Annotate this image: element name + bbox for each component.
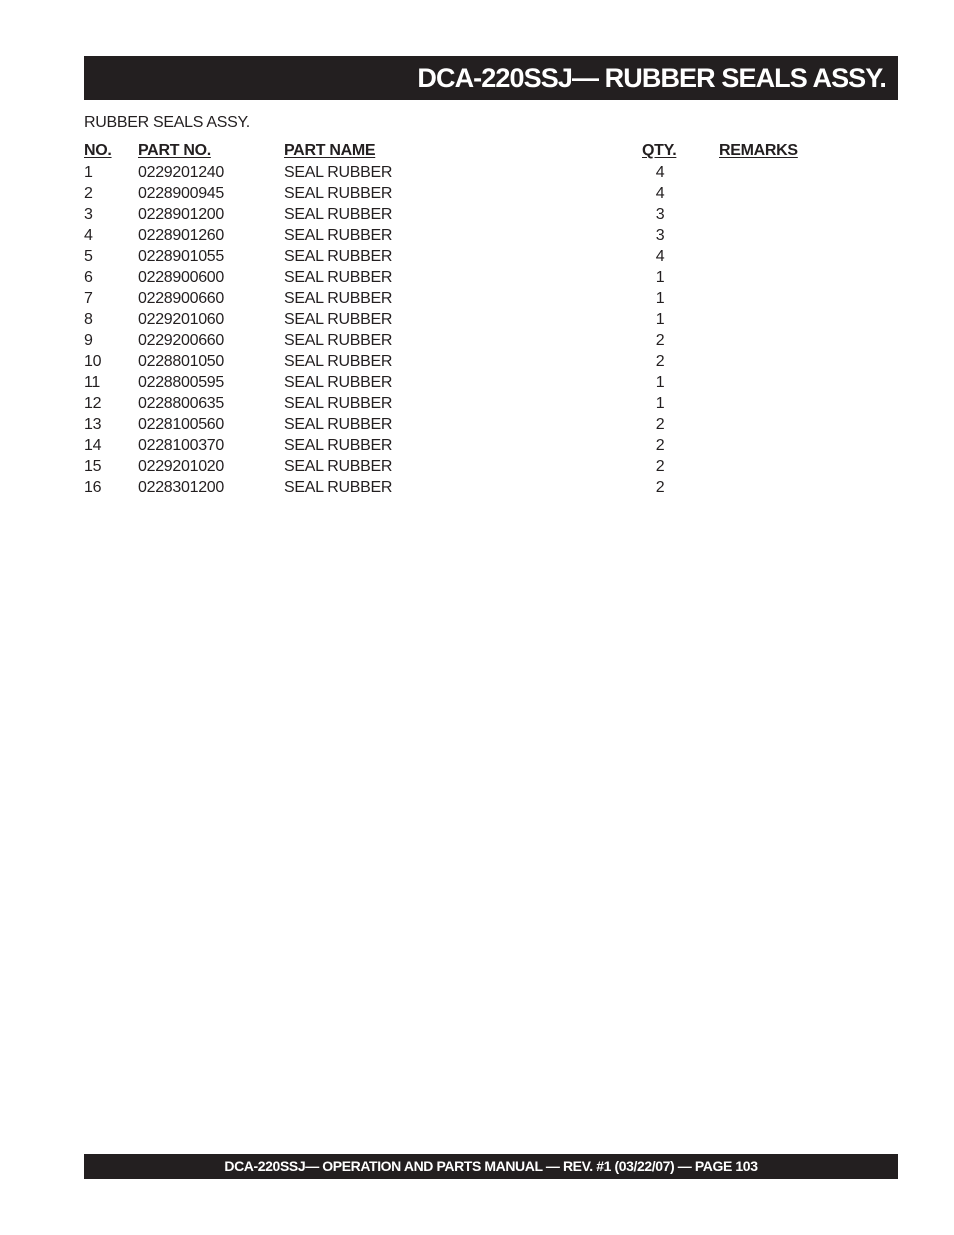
table-row [84,330,804,351]
table-row [84,477,804,498]
cell-qty: 2 [655,458,665,475]
cell-part-no: 0228901055 [138,248,224,265]
cell-part-no: 0228901260 [138,227,224,244]
cell-part-no: 0228800635 [138,395,224,412]
cell-part-name: SEAL RUBBER [284,374,393,391]
cell-part-no: 0229200660 [138,332,224,349]
section-title: RUBBER SEALS ASSY. [84,114,250,131]
footer-bar [84,1154,898,1179]
column-header-no: NO. [84,142,112,159]
cell-part-no: 0229201060 [138,311,224,328]
table-row [84,225,804,246]
cell-part-name: SEAL RUBBER [284,458,393,475]
cell-qty: 1 [655,269,665,286]
table-row [84,351,804,372]
table-row [84,162,804,183]
header-bar [84,56,898,100]
cell-no: 15 [84,458,102,475]
cell-part-no: 0228301200 [138,479,224,496]
table-row [84,267,804,288]
column-header-remarks: REMARKS [719,142,798,159]
cell-part-name: SEAL RUBBER [284,290,393,307]
cell-qty: 1 [655,395,665,412]
table-row [84,183,804,204]
cell-no: 16 [84,479,102,496]
cell-part-no: 0228900945 [138,185,224,202]
table-row [84,288,804,309]
cell-part-name: SEAL RUBBER [284,437,393,454]
cell-part-no: 0229201240 [138,164,224,181]
cell-qty: 3 [655,227,665,244]
cell-no: 7 [84,290,93,307]
cell-qty: 2 [655,353,665,370]
column-header-part-no: PART NO. [138,142,211,159]
cell-qty: 4 [655,185,665,202]
cell-part-no: 0228801050 [138,353,224,370]
table-row [84,372,804,393]
cell-part-no: 0228100370 [138,437,224,454]
cell-no: 8 [84,311,93,328]
cell-no: 11 [84,374,101,391]
cell-no: 5 [84,248,93,265]
cell-part-no: 0228800595 [138,374,224,391]
cell-qty: 1 [655,290,665,307]
column-header-qty: QTY. [642,142,677,159]
cell-qty: 1 [655,311,665,328]
cell-part-name: SEAL RUBBER [284,248,393,265]
table-header-row [84,140,804,162]
cell-part-name: SEAL RUBBER [284,227,393,244]
cell-qty: 2 [655,332,665,349]
cell-no: 9 [84,332,93,349]
cell-part-no: 0229201020 [138,458,224,475]
table-row [84,414,804,435]
table-row [84,204,804,225]
cell-qty: 2 [655,479,665,496]
cell-no: 1 [84,164,93,181]
cell-qty: 1 [655,374,665,391]
cell-no: 3 [84,206,93,223]
cell-no: 4 [84,227,93,244]
cell-qty: 4 [655,164,665,181]
cell-no: 13 [84,416,102,433]
cell-part-name: SEAL RUBBER [284,269,393,286]
cell-no: 14 [84,437,102,454]
table-body [84,162,804,498]
cell-no: 2 [84,185,93,202]
cell-no: 6 [84,269,93,286]
cell-no: 10 [84,353,102,370]
page-title: DCA-220SSJ— RUBBER SEALS ASSY. [417,63,886,93]
table-row [84,435,804,456]
cell-part-no: 0228100560 [138,416,224,433]
cell-part-name: SEAL RUBBER [284,332,393,349]
cell-part-name: SEAL RUBBER [284,185,393,202]
table-row [84,309,804,330]
cell-part-name: SEAL RUBBER [284,395,393,412]
cell-part-name: SEAL RUBBER [284,416,393,433]
cell-part-name: SEAL RUBBER [284,311,393,328]
cell-qty: 3 [655,206,665,223]
column-header-part-name: PART NAME [284,142,376,159]
footer-text: DCA-220SSJ— OPERATION AND PARTS MANUAL — REV. #1 (03/22/07) — PAGE 103 [224,1158,758,1174]
cell-no: 12 [84,395,102,412]
cell-qty: 2 [655,437,665,454]
table-row [84,393,804,414]
parts-table [84,140,804,498]
cell-part-no: 0228900660 [138,290,224,307]
cell-part-no: 0228900600 [138,269,224,286]
table-row [84,246,804,267]
cell-qty: 4 [655,248,665,265]
cell-part-name: SEAL RUBBER [284,164,393,181]
cell-qty: 2 [655,416,665,433]
cell-part-no: 0228901200 [138,206,224,223]
cell-part-name: SEAL RUBBER [284,353,393,370]
table-row [84,456,804,477]
cell-part-name: SEAL RUBBER [284,479,393,496]
cell-part-name: SEAL RUBBER [284,206,393,223]
